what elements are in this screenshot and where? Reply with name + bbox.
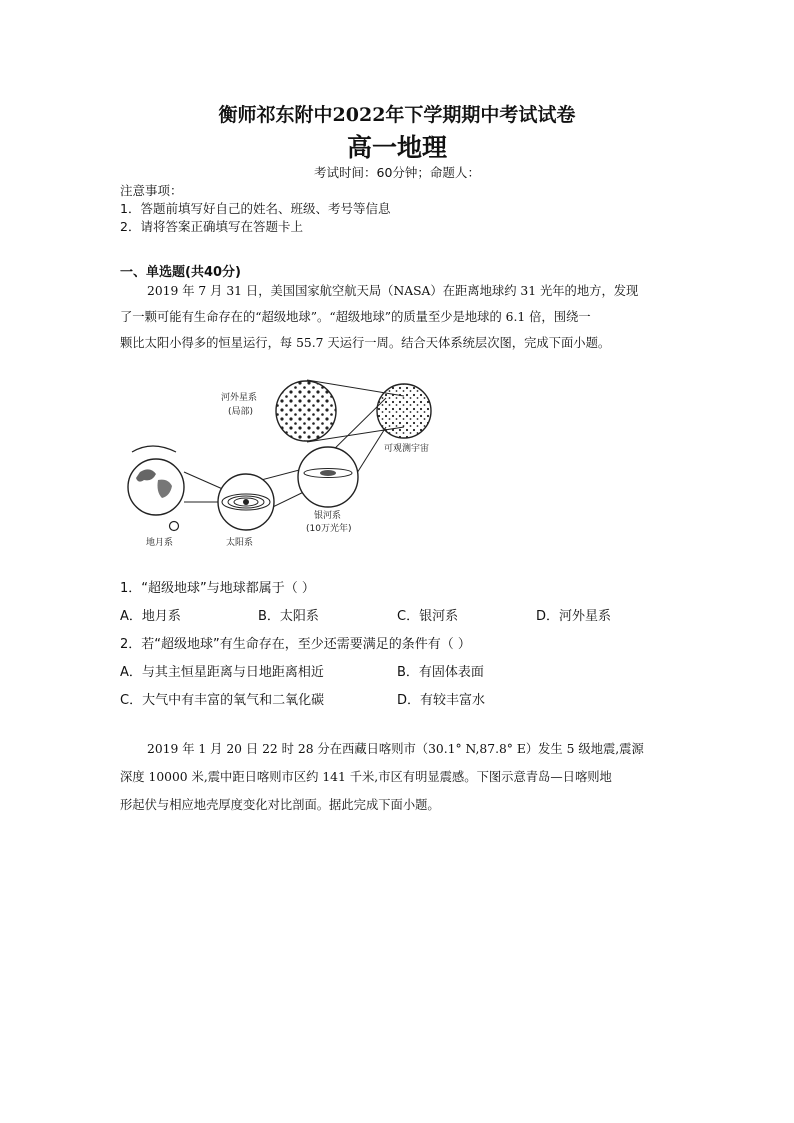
notes-heading: 注意事项：	[120, 183, 183, 198]
exam-meta: 考试时间：60分钟；命题人：	[314, 165, 480, 180]
label-extragalactic: 河外星系	[221, 393, 258, 403]
question-2-option-c[interactable]: C．大气中有丰富的氧气和二氧化碳	[120, 693, 325, 708]
question-1-option-d[interactable]: D．河外星系	[536, 609, 612, 624]
question-1-option-a[interactable]: A．地月系	[120, 609, 181, 624]
question-2-option-a[interactable]: A．与其主恒星距离与日地距离相近	[120, 665, 324, 680]
exam-title: 衡师祁东附中2022年下学期期中考试试卷	[218, 104, 576, 126]
question-2-stem: 2．若“超级地球”有生命存在，至少还需要满足的条件有（ ）	[120, 637, 471, 652]
passage2-line-3: 形起伏与相应地壳厚度变化对比剖面。据此完成下面小题。	[120, 798, 440, 812]
label-light-years: (10万光年)	[306, 524, 352, 534]
question-1-option-b[interactable]: B．太阳系	[258, 609, 319, 624]
label-observable: 可观测宇宙	[384, 444, 430, 454]
moon-circle	[170, 522, 179, 531]
celestial-hierarchy-figure	[118, 372, 448, 557]
section-heading: 一、单选题(共40分)	[120, 265, 241, 280]
passage2-line-2: 深度 10000 米,震中距日喀则市区约 141 千米,市区有明显震感。下图示意青岛—日喀则地	[120, 770, 612, 784]
question-2-option-b[interactable]: B．有固体表面	[397, 665, 484, 680]
notes-item-1: 1．答题前填写好自己的姓名、班级、考号等信息	[120, 201, 391, 216]
earth-circle	[128, 459, 184, 515]
label-partial: (局部)	[228, 407, 254, 417]
label-solar: 太阳系	[226, 538, 254, 548]
observable-universe-circle	[377, 384, 431, 438]
passage1-line-2: 了一颗可能有生命存在的“超级地球”。“超级地球”的质量至少是地球的 6.1 倍，围绕一	[120, 310, 591, 324]
notes-item-2: 2．请将答案正确填写在答题卡上	[120, 219, 303, 234]
label-earth-moon: 地月系	[146, 538, 174, 548]
question-1-stem: 1．“超级地球”与地球都属于（ ）	[120, 581, 315, 596]
extragalactic-circle	[276, 381, 336, 441]
label-milky-way: 银河系	[314, 511, 342, 521]
passage1-line-3: 颗比太阳小得多的恒星运行，每 55.7 天运行一周。结合天体系统层次图，完成下面小题。	[120, 336, 611, 350]
question-2-option-d[interactable]: D．有较丰富水	[397, 693, 486, 708]
subject-title: 高一地理	[346, 133, 447, 162]
question-1-option-c[interactable]: C．银河系	[397, 609, 459, 624]
passage2-line-1: 2019 年 1 月 20 日 22 时 28 分在西藏日喀则市（30.1° N,87.8° E）发生 5 级地震,震源	[147, 742, 644, 756]
passage1-line-1: 2019 年 7 月 31 日，美国国家航空航天局（NASA）在距离地球约 31 光年的地方，发现	[147, 284, 639, 298]
